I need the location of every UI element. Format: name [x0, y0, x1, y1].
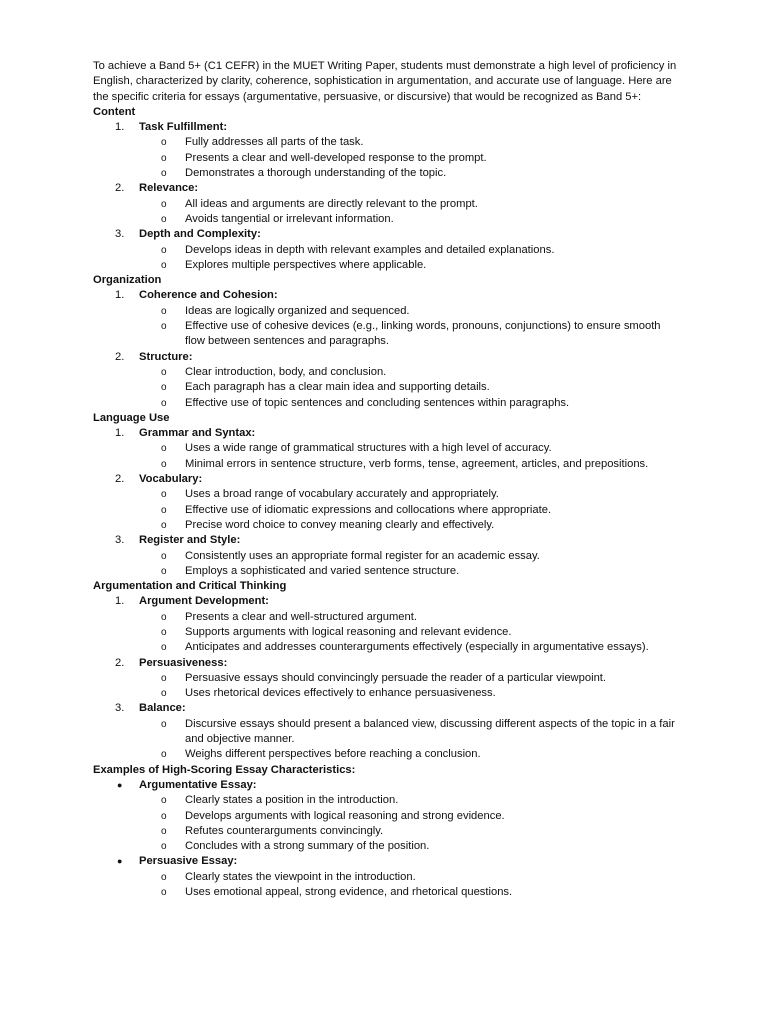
circle-bullet-icon: o	[161, 550, 167, 562]
criterion	[93, 778, 683, 854]
section	[93, 411, 683, 579]
list-item	[93, 243, 683, 258]
criterion-heading	[93, 472, 683, 487]
list-item	[93, 518, 683, 533]
circle-bullet-icon: o	[161, 152, 167, 164]
list-item	[93, 319, 683, 350]
circle-bullet-icon: o	[161, 841, 167, 853]
list-item-text: Avoids tangential or irrelevant information.	[185, 212, 394, 225]
list-item	[93, 258, 683, 273]
list-number: 2.	[115, 656, 125, 669]
criterion	[93, 472, 683, 533]
criterion-heading	[93, 778, 683, 793]
circle-bullet-icon: o	[161, 198, 167, 210]
criterion-heading	[93, 701, 683, 716]
list-item-text: Clearly states a position in the introduction.	[185, 794, 399, 807]
criterion-heading	[93, 533, 683, 548]
list-item	[93, 885, 683, 900]
criterion	[93, 594, 683, 655]
bullet-dot-icon: ●	[117, 856, 123, 867]
list-item-text: Fully addresses all parts of the task.	[185, 136, 364, 149]
list-item-text: Presents a clear and well-developed response to the prompt.	[185, 151, 487, 164]
circle-bullet-icon: o	[161, 565, 167, 577]
criterion-title: Vocabulary:	[139, 473, 203, 486]
circle-bullet-icon: o	[161, 519, 167, 531]
list-item	[93, 671, 683, 686]
list-number: 2.	[115, 182, 125, 195]
circle-bullet-icon: o	[161, 718, 167, 730]
list-item	[93, 824, 683, 839]
list-number: 2.	[115, 350, 125, 363]
section-title: Organization	[93, 274, 162, 287]
criterion	[93, 350, 683, 411]
list-item	[93, 640, 683, 655]
circle-bullet-icon: o	[161, 244, 167, 256]
section-title: Content	[93, 105, 136, 118]
list-item	[93, 625, 683, 640]
circle-bullet-icon: o	[161, 871, 167, 883]
list-item	[93, 686, 683, 701]
list-item-text: Develops arguments with logical reasoning and strong evidence.	[185, 809, 505, 822]
list-item-text: Ideas are logically organized and sequenced.	[185, 304, 410, 317]
circle-bullet-icon: o	[161, 321, 167, 333]
list-item-text: Uses rhetorical devices effectively to enhance persuasiveness.	[185, 687, 496, 700]
criterion-title: Persuasive Essay:	[139, 855, 238, 868]
list-item	[93, 503, 683, 518]
criterion-heading	[93, 120, 683, 135]
list-item	[93, 396, 683, 411]
circle-bullet-icon: o	[161, 489, 167, 501]
section-title: Examples of High-Scoring Essay Characteristics:	[93, 763, 356, 776]
criterion-heading	[93, 656, 683, 671]
criterion-heading	[93, 227, 683, 242]
intro-paragraph: To achieve a Band 5+ (C1 CEFR) in the MUET Writing Paper, students must demonstrate a high level of proficiency in English, characterized by clarity, coherence, sophistication in argumentation, and accurate use of language. Here are the specific criteria for essays (argumentative, persuasive, or discursive) that would be recognized as Band 5+:	[93, 60, 677, 103]
list-item-text: Minimal errors in sentence structure, verb forms, tense, agreement, articles, and prepositions.	[185, 457, 649, 470]
list-item-text: Clearly states the viewpoint in the introduction.	[185, 870, 416, 883]
circle-bullet-icon: o	[161, 168, 167, 180]
list-number: 3.	[115, 228, 125, 241]
list-item	[93, 457, 683, 472]
list-number: 3.	[115, 534, 125, 547]
circle-bullet-icon: o	[161, 642, 167, 654]
list-item-text: Presents a clear and well-structured argument.	[185, 610, 417, 623]
list-item-text: Uses a wide range of grammatical structures with a high level of accuracy.	[185, 442, 552, 455]
list-item	[93, 870, 683, 885]
list-item	[93, 839, 683, 854]
circle-bullet-icon: o	[161, 443, 167, 455]
list-number: 2.	[115, 473, 125, 486]
section-title: Argumentation and Critical Thinking	[93, 580, 287, 593]
list-item	[93, 793, 683, 808]
list-item	[93, 135, 683, 150]
list-item-text: Employs a sophisticated and varied sentence structure.	[185, 564, 460, 577]
section	[93, 105, 683, 273]
section	[93, 273, 683, 411]
list-item-text: Refutes counterarguments convincingly.	[185, 824, 384, 837]
circle-bullet-icon: o	[161, 366, 167, 378]
list-item	[93, 809, 683, 824]
circle-bullet-icon: o	[161, 137, 167, 149]
criterion-heading	[93, 426, 683, 441]
criterion-heading	[93, 181, 683, 196]
criterion-title: Depth and Complexity:	[139, 228, 261, 241]
list-item-text: All ideas and arguments are directly relevant to the prompt.	[185, 197, 478, 210]
criterion-heading	[93, 854, 683, 869]
criterion-heading	[93, 350, 683, 365]
list-number: 1.	[115, 427, 125, 440]
criterion	[93, 181, 683, 227]
list-item	[93, 212, 683, 227]
list-item-text: Supports arguments with logical reasoning and relevant evidence.	[185, 625, 512, 638]
criterion-title: Relevance:	[139, 182, 199, 195]
section-title: Language Use	[93, 411, 170, 424]
list-number: 1.	[115, 595, 125, 608]
list-item	[93, 717, 683, 748]
list-item-text: Effective use of cohesive devices (e.g., linking words, pronouns, conjunctions) to ensure smooth flow between sentences and paragraphs.	[185, 320, 661, 348]
list-number: 1.	[115, 121, 125, 134]
list-item	[93, 166, 683, 181]
criterion-heading	[93, 594, 683, 609]
criterion-title: Grammar and Syntax:	[139, 427, 256, 440]
circle-bullet-icon: o	[161, 688, 167, 700]
criterion	[93, 701, 683, 762]
list-item	[93, 365, 683, 380]
list-item-text: Uses a broad range of vocabulary accurately and appropriately.	[185, 488, 499, 501]
circle-bullet-icon: o	[161, 795, 167, 807]
criterion-title: Task Fulfillment:	[139, 121, 228, 134]
criterion	[93, 854, 683, 900]
list-item-text: Each paragraph has a clear main idea and supporting details.	[185, 381, 490, 394]
criterion-heading	[93, 288, 683, 303]
list-item-text: Explores multiple perspectives where applicable.	[185, 258, 427, 271]
list-item	[93, 304, 683, 319]
circle-bullet-icon: o	[161, 458, 167, 470]
criterion-title: Argumentative Essay:	[139, 778, 257, 791]
criterion	[93, 120, 683, 181]
list-item-text: Demonstrates a thorough understanding of the topic.	[185, 167, 447, 180]
criterion	[93, 533, 683, 579]
list-item	[93, 151, 683, 166]
list-item-text: Precise word choice to convey meaning clearly and effectively.	[185, 518, 495, 531]
circle-bullet-icon: o	[161, 305, 167, 317]
circle-bullet-icon: o	[161, 626, 167, 638]
criterion	[93, 656, 683, 702]
criterion-title: Structure:	[139, 350, 193, 363]
list-item-text: Uses emotional appeal, strong evidence, and rhetorical questions.	[185, 886, 513, 899]
list-item-text: Clear introduction, body, and conclusion.	[185, 365, 387, 378]
list-item-text: Persuasive essays should convincingly persuade the reader of a particular viewpoint.	[185, 671, 607, 684]
list-item-text: Weighs different perspectives before reaching a conclusion.	[185, 748, 481, 761]
list-number: 1.	[115, 289, 125, 302]
list-item	[93, 380, 683, 395]
list-item	[93, 549, 683, 564]
criterion	[93, 227, 683, 273]
criterion-title: Persuasiveness:	[139, 656, 228, 669]
section	[93, 763, 683, 901]
list-item	[93, 747, 683, 762]
circle-bullet-icon: o	[161, 213, 167, 225]
criterion	[93, 288, 683, 349]
list-item-text: Effective use of idiomatic expressions and collocations where appropriate.	[185, 503, 552, 516]
circle-bullet-icon: o	[161, 749, 167, 761]
circle-bullet-icon: o	[161, 382, 167, 394]
list-item	[93, 441, 683, 456]
list-item-text: Effective use of topic sentences and concluding sentences within paragraphs.	[185, 396, 570, 409]
circle-bullet-icon: o	[161, 504, 167, 516]
list-item	[93, 487, 683, 502]
list-item	[93, 197, 683, 212]
circle-bullet-icon: o	[161, 611, 167, 623]
criterion-title: Balance:	[139, 702, 186, 715]
criterion	[93, 426, 683, 472]
circle-bullet-icon: o	[161, 810, 167, 822]
list-item	[93, 564, 683, 579]
criterion-title: Register and Style:	[139, 534, 241, 547]
list-item-text: Concludes with a strong summary of the position.	[185, 840, 430, 853]
circle-bullet-icon: o	[161, 887, 167, 899]
circle-bullet-icon: o	[161, 825, 167, 837]
criteria-sections	[93, 105, 683, 900]
document-page	[93, 59, 683, 900]
list-item	[93, 610, 683, 625]
section	[93, 579, 683, 763]
list-item-text: Consistently uses an appropriate formal register for an academic essay.	[185, 549, 540, 562]
list-item-text: Anticipates and addresses counterarguments effectively (especially in argumentative essays).	[185, 641, 649, 654]
circle-bullet-icon: o	[161, 397, 167, 409]
list-item-text: Discursive essays should present a balanced view, discussing different aspects of the topic in a fair and objective manner.	[185, 717, 675, 746]
list-item-text: Develops ideas in depth with relevant examples and detailed explanations.	[185, 243, 555, 256]
bullet-dot-icon: ●	[117, 779, 123, 790]
circle-bullet-icon: o	[161, 259, 167, 271]
criterion-title: Coherence and Cohesion:	[139, 289, 278, 302]
list-number: 3.	[115, 702, 125, 715]
circle-bullet-icon: o	[161, 672, 167, 684]
criterion-title: Argument Development:	[139, 595, 269, 608]
